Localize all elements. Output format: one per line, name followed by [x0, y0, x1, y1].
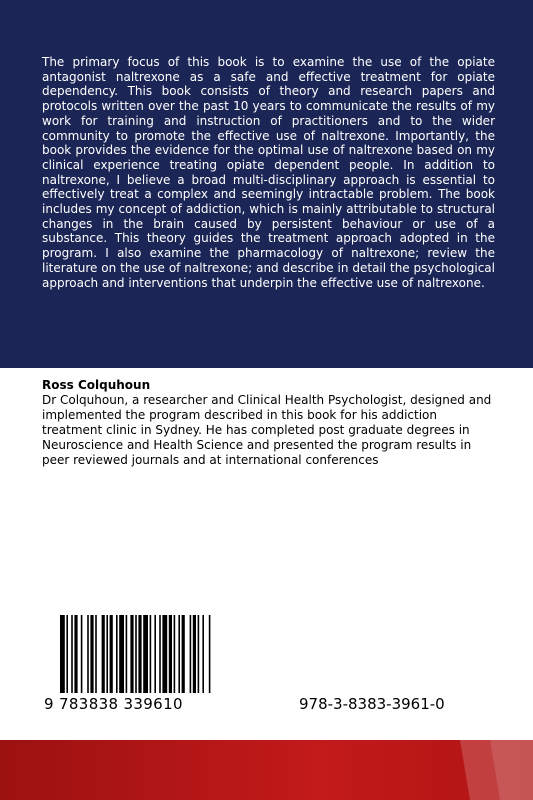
back-cover-blurb-panel — [0, 0, 533, 368]
barcode-bars — [42, 605, 242, 695]
barcode-bar — [74, 615, 77, 693]
barcode-bar — [95, 615, 97, 693]
barcode-bar — [150, 615, 152, 693]
isbn-number: 978-3-8383-3961-0 — [299, 695, 445, 713]
barcode-bar — [119, 615, 124, 693]
barcode-bar — [174, 615, 176, 693]
barcode-bar — [60, 615, 65, 693]
barcode-bar — [106, 615, 108, 693]
barcode-bar — [193, 615, 196, 693]
barcode-bar — [198, 615, 200, 693]
barcode-bar — [66, 615, 68, 693]
bottom-color-band — [0, 740, 533, 800]
author-bio: Dr Colquhoun, a researcher and Clinical Health Psychologist, designed and implemented the program described in this book for his addiction treatment clinic in Sydney. He has completed post graduate degrees in Neuroscience and Health Science and presented the program results in peer reviewed journals and at international conferences — [42, 393, 492, 467]
barcode-bar — [159, 615, 161, 693]
barcode-bar — [130, 615, 133, 693]
barcode-bar — [143, 615, 148, 693]
barcode-bar — [102, 615, 105, 693]
barcode-bar — [126, 615, 128, 693]
barcode-bar — [138, 615, 141, 693]
barcode-bar — [202, 615, 204, 693]
barcode-bar — [178, 615, 180, 693]
book-description: The primary focus of this book is to examine the use of the opiate antagonist naltrexone as a safe and effective treatment for opiate dependency. This book consists of theory and research papers and protocols written over the past 10 years to communicate the results of my work for training and instruction of practitioners and to the wider community to promote the effective use of naltrexone. Importantly, the book provides the evidence for the optimal use of naltrexone based on my clinical experience treating opiate dependent people. In addition to naltrexone, I believe a broad multi-disciplinary approach is essential to effectively treat a complex and seemingly intractable problem. The book includes my concept of addiction, which is mainly attributable to structural changes in the brain caused by persistent behaviour or use of a substance. This theory guides the treatment approach adopted in the program. I also examine the pharmacology of naltrexone; review the literature on the use of naltrexone; and describe in detail the psychological approach and interventions that underpin the effective use of naltrexone. — [42, 55, 495, 290]
barcode-bar — [87, 615, 89, 693]
barcode-bar — [169, 615, 172, 693]
decorative-swoosh — [0, 740, 533, 800]
barcode-bar — [71, 615, 73, 693]
barcode-bar — [135, 615, 137, 693]
barcode-bar — [190, 615, 192, 693]
author-section — [42, 378, 495, 468]
author-name: Ross Colquhoun — [42, 378, 151, 392]
barcode-bar — [116, 615, 118, 693]
barcode-bar — [90, 615, 93, 693]
barcode-bar — [81, 615, 83, 693]
barcode-bar — [110, 615, 113, 693]
barcode-bar — [154, 615, 156, 693]
barcode-bar — [182, 615, 185, 693]
barcode-bar — [162, 615, 167, 693]
barcode-bar — [209, 615, 211, 693]
barcode-digits: 9 783838 339610 — [44, 695, 183, 713]
